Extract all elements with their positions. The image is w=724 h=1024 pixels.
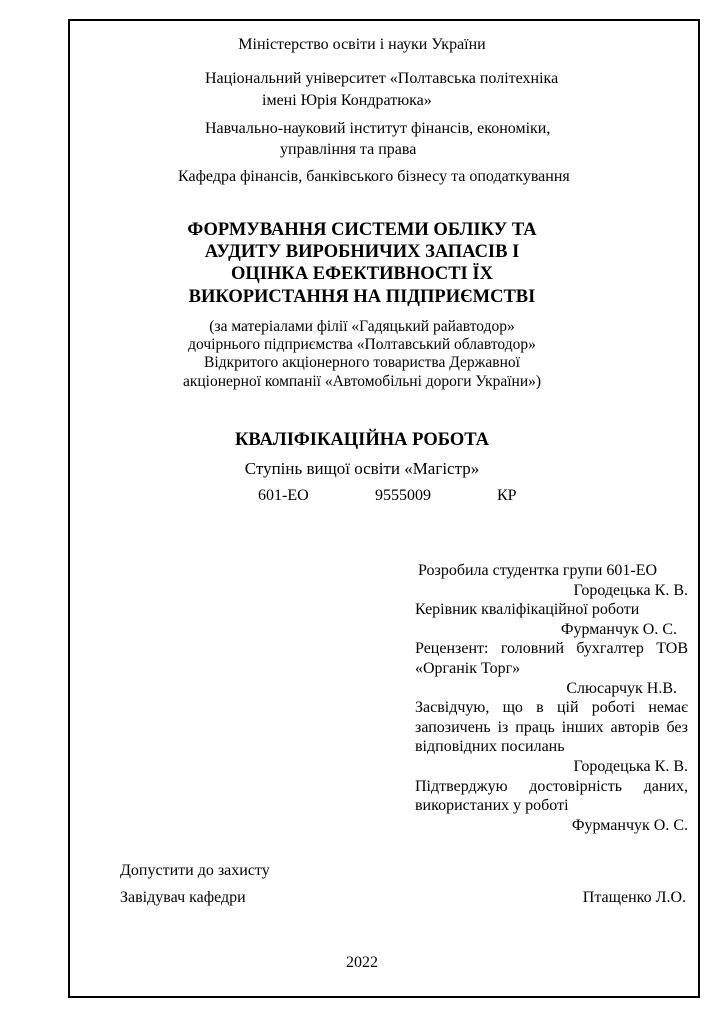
- title-line: ВИКОРИСТАННЯ НА ПІДПРИЄМСТВІ: [188, 287, 536, 307]
- work-number: 9555009: [375, 487, 431, 504]
- year: 2022: [346, 954, 378, 971]
- title-line: ФОРМУВАННЯ СИСТЕМИ ОБЛІКУ ТА: [187, 220, 537, 240]
- signatures-block: [415, 561, 688, 835]
- data-statement: Підтверджую достовірність даних, використаних у роботі: [415, 777, 688, 815]
- degree: Ступінь вищої освіти «Магістр»: [244, 459, 480, 478]
- group-code: 601-ЕО: [258, 487, 309, 504]
- admit-label: Допустити до захисту: [120, 862, 270, 879]
- ministry: Міністерство освіти і науки України: [238, 36, 486, 53]
- page-border: [68, 19, 700, 998]
- originality-signer: Городецька К. В.: [573, 757, 688, 775]
- title-line: ОЦІНКА ЕФЕКТИВНОСТІ ЇХ: [231, 264, 493, 284]
- work-type: КВАЛІФІКАЦІЙНА РОБОТА: [234, 430, 489, 450]
- work-suffix: КР: [497, 487, 517, 504]
- subtitle-line: акціонерної компанії «Автомобільні дороги України»): [182, 373, 542, 390]
- subtitle-line: дочірнього підприємства «Полтавський облавтодор»: [188, 336, 536, 353]
- student-name: Городецька К. В.: [573, 581, 688, 599]
- supervisor-label: Керівник кваліфікаційної роботи: [415, 601, 640, 619]
- department: Кафедра фінансів, банківського бізнесу та оподаткування: [178, 168, 570, 185]
- head-name: Птащенко Л.О.: [582, 889, 686, 906]
- developed-by: Розробила студентка групи 601-ЕО: [418, 562, 658, 579]
- head-label: Завідувач кафедри: [120, 889, 246, 906]
- title-line: АУДИТУ ВИРОБНИЧИХ ЗАПАСІВ І: [204, 242, 520, 262]
- supervisor-name: Фурманчук О. С.: [560, 620, 677, 638]
- university-line2: імені Юрія Кондратюка»: [262, 92, 432, 109]
- institute-line2: управління та права: [280, 141, 417, 158]
- reviewer-name: Слюсарчук Н.В.: [566, 679, 677, 697]
- originality-statement: Засвідчую, що в цій роботі немає запозичень із праць інших авторів без відповідних посилань: [415, 699, 688, 756]
- subtitle-line: Відкритого акціонерного товариства Державної: [204, 354, 520, 371]
- data-signer: Фурманчук О. С.: [571, 816, 688, 834]
- subtitle-line: (за матеріалами філії «Гадяцький райавтодор»: [209, 318, 515, 335]
- reviewer-label: Рецензент: головний бухгалтер ТОВ «Органік Торг»: [415, 640, 688, 677]
- institute-line1: Навчально-науковий інститут фінансів, економіки,: [205, 120, 551, 137]
- university-line1: Національний університет «Полтавська політехніка: [205, 70, 559, 87]
